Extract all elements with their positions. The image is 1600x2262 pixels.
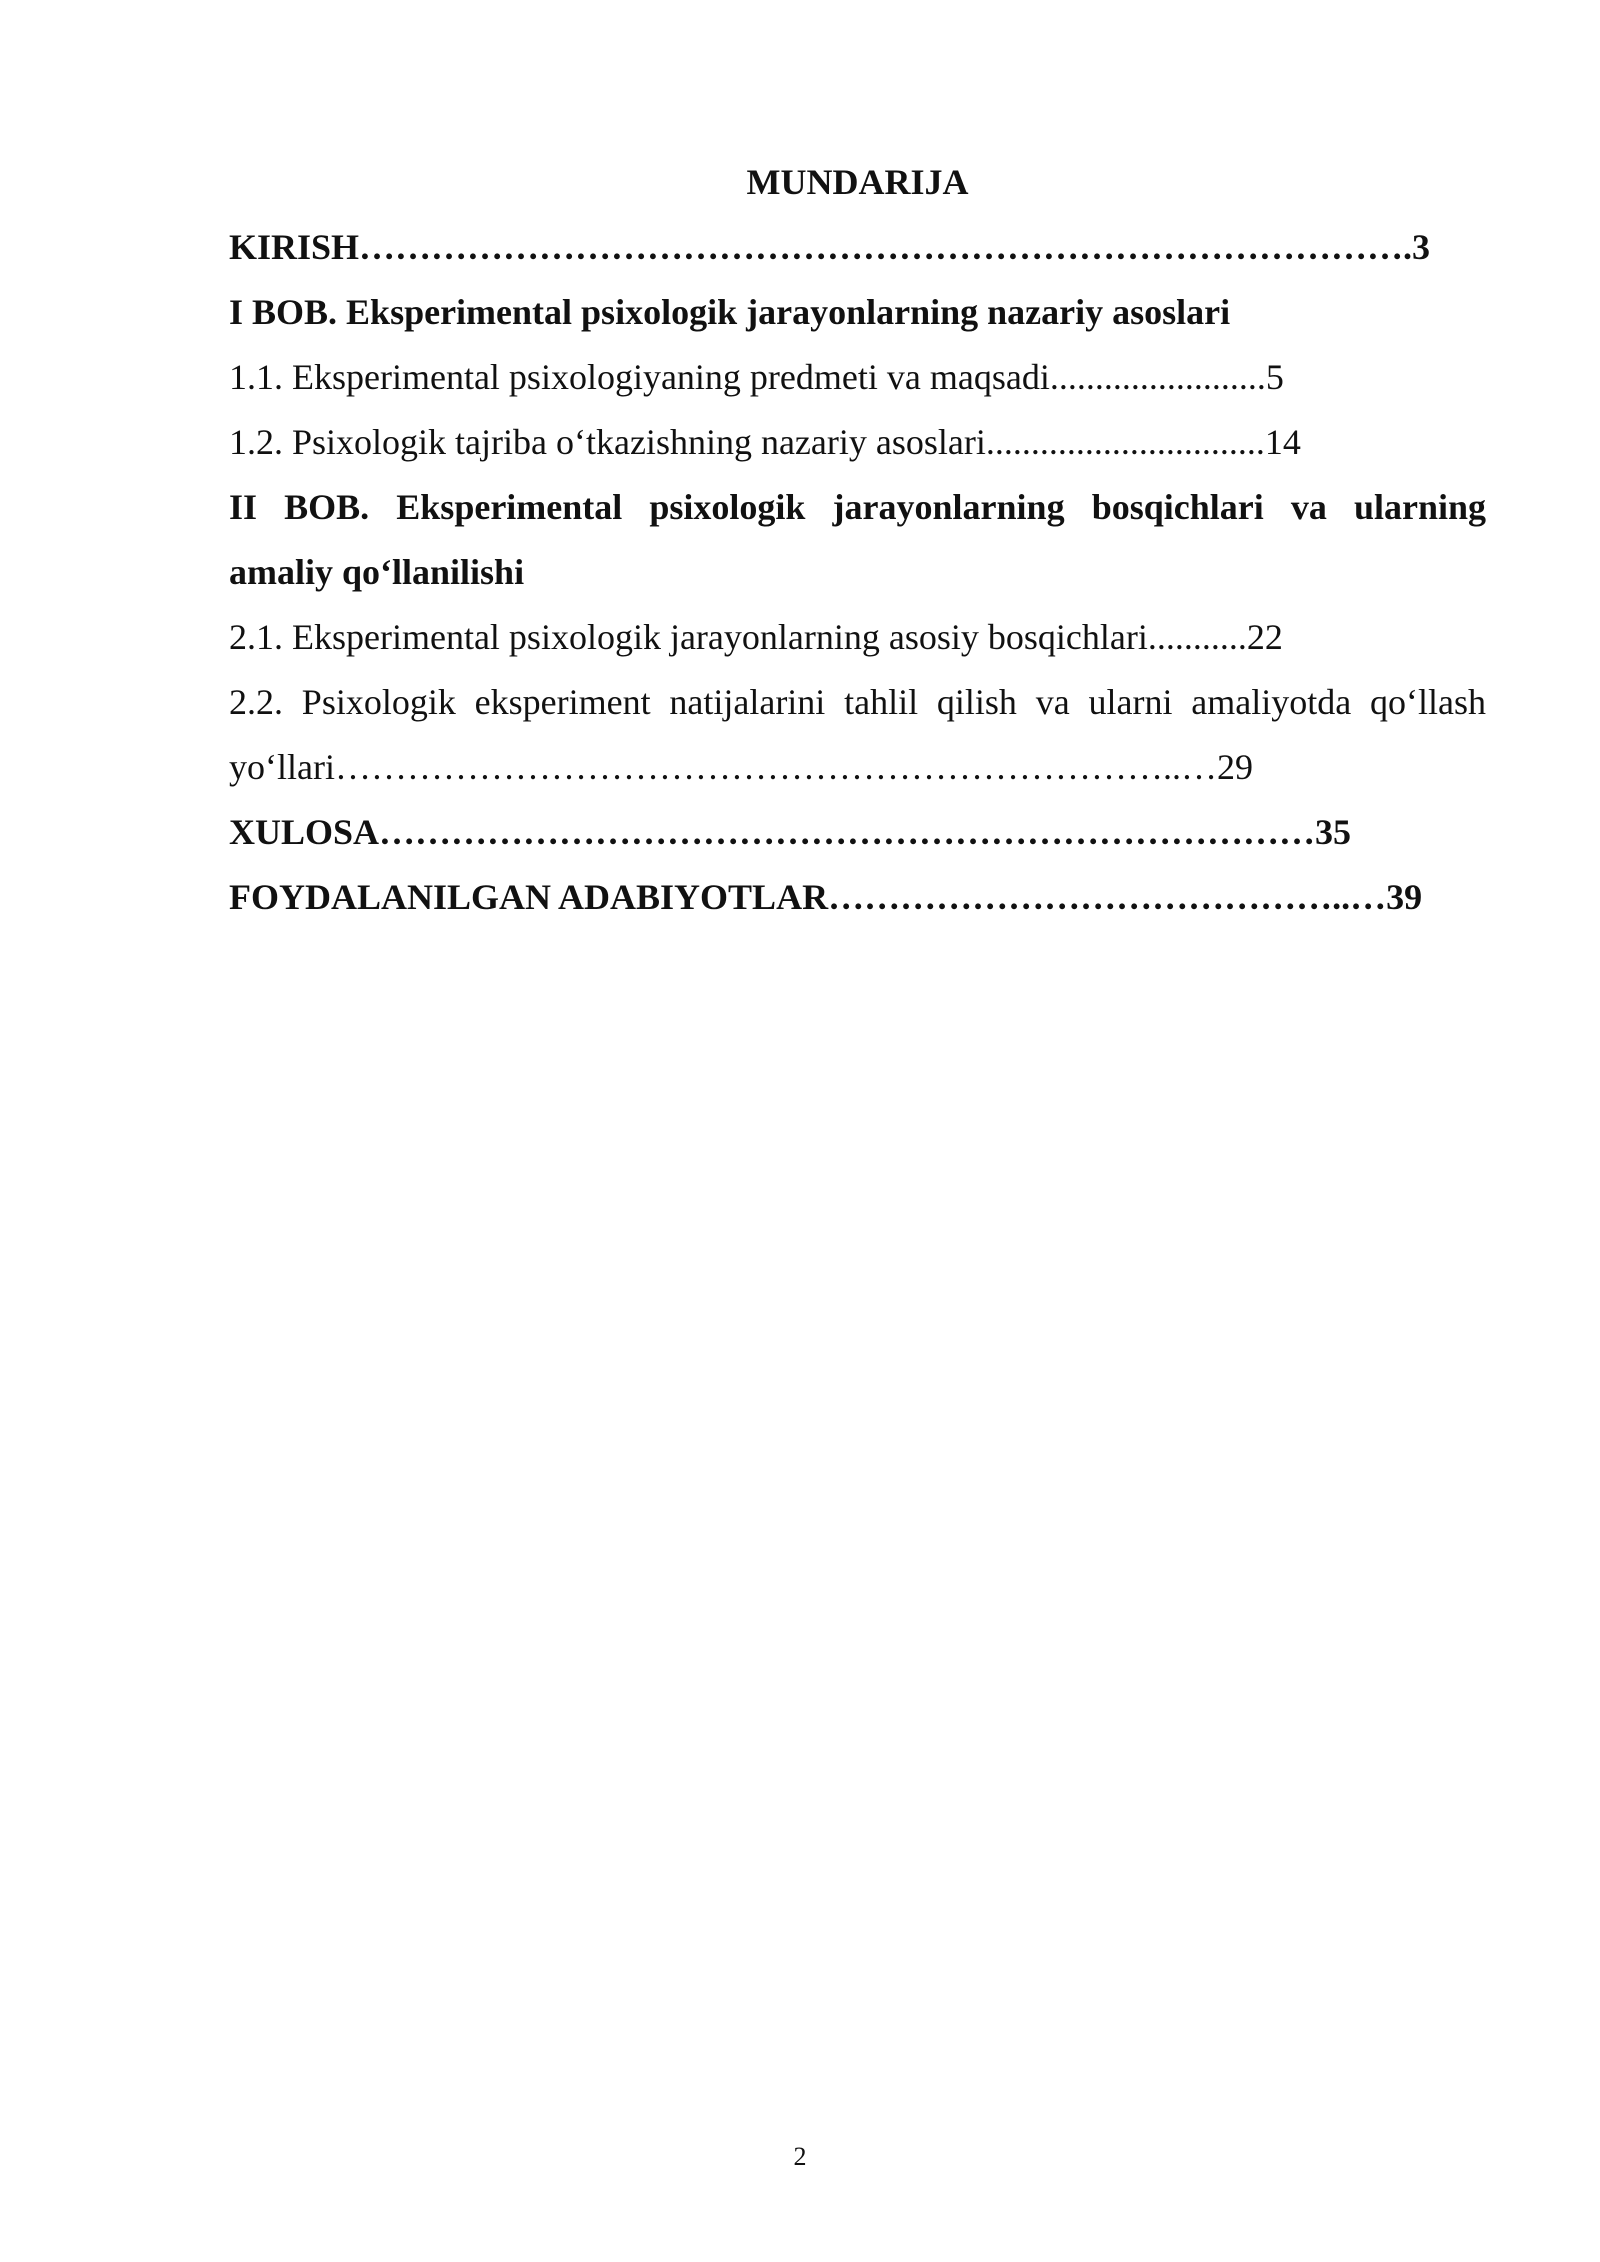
toc-entry-chapter-2-line-1: II BOB. Eksperimental psixologik jarayonlarning bosqichlari va ularning <box>229 487 1486 527</box>
toc-entry-xulosa: XULOSA……………………………………………………………………35 <box>229 812 1352 852</box>
toc-entry-section-1-2: 1.2. Psixologik tajriba o‘tkazishning nazariy asoslari...............................14 <box>229 422 1301 462</box>
toc-entry-kirish: KIRISH…………………………………………………………………………….3 <box>229 227 1431 267</box>
toc-entry-bibliography: FOYDALANILGAN ADABIYOTLAR……………………………………..…39 <box>229 877 1423 917</box>
page-number: 2 <box>793 2142 807 2171</box>
toc-entry-section-2-2-line-1: 2.2. Psixologik eksperiment natijalarini tahlil qilish va ularni amaliyotda qo‘llash <box>229 682 1486 722</box>
toc-entry-chapter-2-line-2: amaliy qo‘llanilishi <box>229 552 525 592</box>
toc-entry-section-2-1: 2.1. Eksperimental psixologik jarayonlarning asosiy bosqichlari...........22 <box>229 617 1283 657</box>
table-of-contents <box>229 150 1486 930</box>
toc-entry-section-2-2-line-2: yo‘llari……………………………………………………………..…29 <box>229 747 1253 787</box>
toc-heading: MUNDARIJA <box>746 162 969 202</box>
toc-entry-chapter-1: I BOB. Eksperimental psixologik jarayonlarning nazariy asoslari <box>229 292 1231 332</box>
toc-entry-section-1-1: 1.1. Eksperimental psixologiyaning predmeti va maqsadi........................5 <box>229 357 1284 397</box>
